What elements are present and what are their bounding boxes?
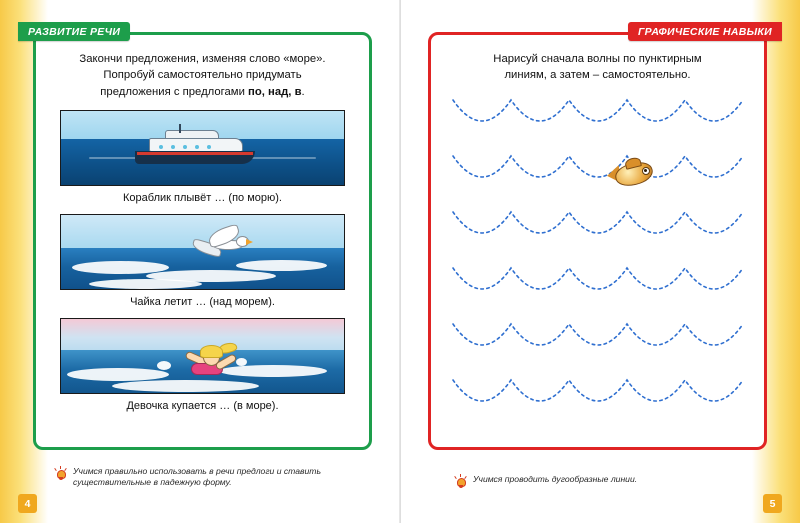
wave-row-2[interactable]: [449, 152, 746, 208]
lightbulb-icon: [455, 475, 466, 489]
right-instruction: [431, 35, 764, 88]
illustration-girl-swimming: [60, 318, 345, 394]
left-note-line-2: существительные в падежную форму.: [73, 477, 232, 488]
left-instruction-line-1: Закончи предложения, изменяя слово «море».: [79, 53, 326, 65]
lightbulb-ray: [54, 468, 57, 471]
left-instruction-line-3: [58, 84, 347, 100]
right-instruction-line-1: Нарисуй сначала волны по пунктирным: [493, 53, 702, 65]
foam-shape: [67, 368, 169, 381]
right-footer-note: [455, 474, 760, 489]
right-page: [400, 0, 800, 523]
boat-stripe: [137, 152, 253, 155]
page-number-left: 4: [18, 494, 37, 513]
dotted-wave-path: [449, 96, 749, 144]
wave-row-6[interactable]: [449, 376, 746, 432]
left-content-frame: [33, 32, 372, 450]
picture-block-girl: [60, 318, 345, 420]
caption-girl: Девочка купается … (в море).: [126, 400, 279, 413]
right-note-line-1: Учимся проводить дугообразные линии.: [473, 474, 638, 484]
lightbulb-ray: [454, 476, 457, 479]
dotted-wave-path: [449, 152, 749, 200]
right-note-text: [473, 474, 637, 486]
lightbulb-ray: [460, 474, 461, 477]
wave-row-1[interactable]: [449, 96, 746, 152]
foam-shape: [89, 279, 202, 289]
seagull-shape: [186, 228, 264, 254]
splash-shape: [236, 358, 247, 366]
left-note-text: [73, 466, 321, 489]
left-instruction-line-3-post: .: [301, 85, 305, 98]
left-footer-note: [55, 466, 360, 489]
left-instruction-line-3-pre: предложения с предлогами: [100, 85, 249, 98]
illustration-boat: [60, 110, 345, 186]
illustration-seagull: [60, 214, 345, 290]
left-instruction-line-2: Попробуй самостоятельно придумать: [103, 69, 302, 82]
lightbulb-icon: [55, 467, 66, 481]
dotted-wave-path: [449, 264, 749, 312]
dotted-wave-path: [449, 376, 749, 424]
lightbulb-base: [59, 477, 63, 480]
left-instruction-prepositions: по, над, в: [248, 85, 302, 98]
wave-row-5[interactable]: [449, 320, 746, 376]
picture-block-boat: [60, 110, 345, 212]
boat-mast: [179, 124, 181, 133]
wave-row-4[interactable]: [449, 264, 746, 320]
right-section-banner: ГРАФИЧЕСКИЕ НАВЫКИ: [628, 22, 782, 41]
wave-row-3[interactable]: [449, 208, 746, 264]
caption-boat: Кораблик плывёт … (по морю).: [123, 192, 282, 205]
right-instruction-line-2: линиям, а затем – самостоятельно.: [504, 69, 691, 82]
foam-shape: [236, 260, 327, 271]
fish-illustration: [607, 158, 663, 188]
lightbulb-ray: [60, 466, 61, 469]
left-instruction: [36, 35, 369, 104]
dotted-wave-path: [449, 320, 749, 368]
lightbulb-base: [459, 485, 463, 488]
girl-hair: [200, 345, 223, 358]
picture-block-seagull: [60, 214, 345, 316]
left-note-line-1: Учимся правильно использовать в речи предлоги и ставить: [73, 465, 321, 476]
left-section-banner: РАЗВИТИЕ РЕЧИ: [18, 22, 130, 41]
wave-practice-area: [431, 88, 764, 432]
boat-shape: [135, 130, 255, 164]
fish-pupil: [644, 169, 647, 172]
dotted-wave-path: [449, 208, 749, 256]
picture-column: [36, 104, 369, 420]
page-number-right: 5: [763, 494, 782, 513]
splash-shape: [157, 361, 171, 370]
right-content-frame: [428, 32, 767, 450]
caption-seagull: Чайка летит … (над морем).: [130, 296, 275, 309]
seagull-beak: [246, 239, 253, 245]
